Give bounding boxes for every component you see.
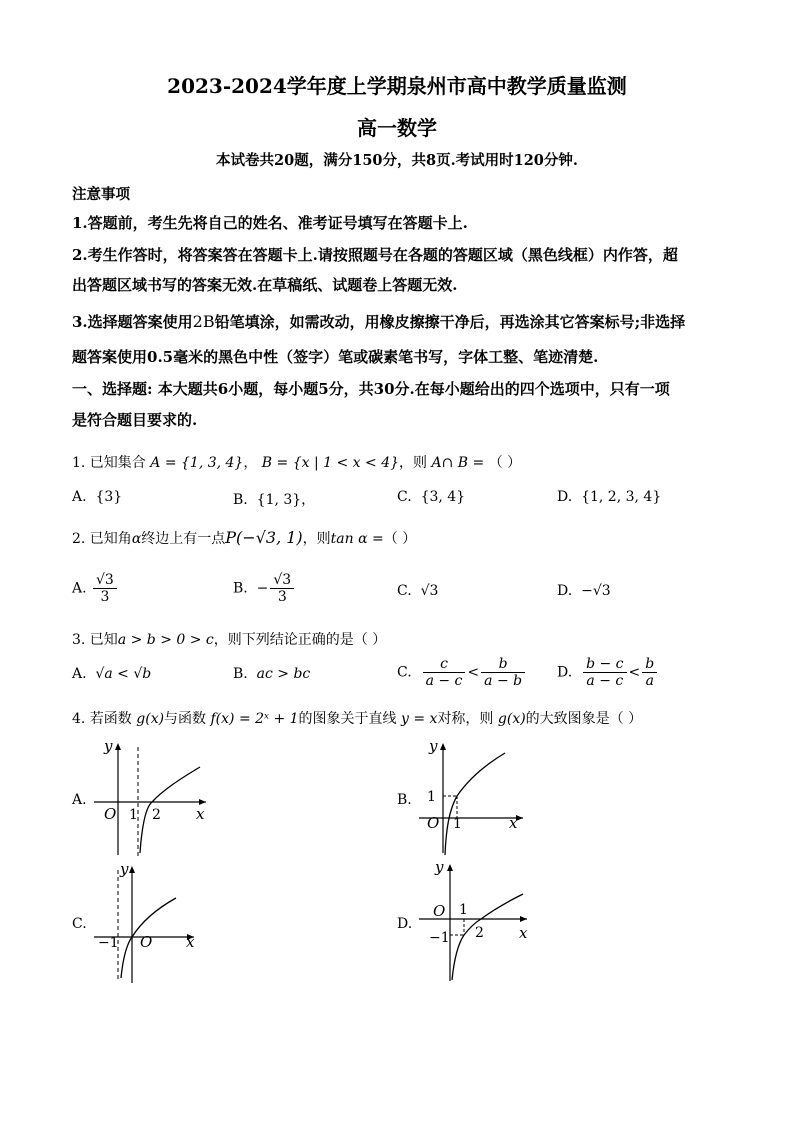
q3-option-a-label: A. (72, 666, 87, 682)
section-line-1: 一、选择题: 本大题共6小题，每小题5分，共30分.在每小题给出的四个选项中，只有一项 (72, 380, 670, 398)
graph-d-tick-y: −1 (429, 930, 450, 946)
graph-d-origin: O (433, 902, 446, 920)
q2-option-c-text: √3 (420, 583, 439, 599)
q4-pre: 4. 若函数 (72, 711, 132, 727)
graph-b-curve (445, 753, 505, 855)
q2-option-b-den: 3 (277, 589, 287, 605)
graph-a-label[interactable]: A. (72, 792, 87, 808)
graph-d-x-label: x (519, 924, 528, 942)
q1-blank: （ ） (488, 455, 522, 471)
q1-option-b-text: {1, 3}， (256, 492, 316, 508)
q4-post: 的大致图象是（ ） (525, 711, 643, 727)
q4-g: g(x) (136, 711, 165, 727)
graph-d-tick-1: 1 (459, 902, 468, 918)
q3-option-c-right-num: b (481, 656, 525, 673)
graph-c-tick-1: −1 (98, 935, 119, 951)
graph-b-origin: O (427, 814, 440, 832)
q3-option-a[interactable] (72, 666, 151, 682)
q4-mid1: 与函数 (164, 711, 207, 727)
graph-c-x-label: x (186, 933, 195, 951)
q2-option-d[interactable] (557, 583, 611, 599)
q1-option-d-text: {1, 2, 3, 4} (581, 489, 662, 505)
q2-option-d-label: D. (557, 583, 573, 599)
exam-title: 2023-2024学年度上学期泉州市高中教学质量监测 (167, 74, 627, 98)
graph-a-tick-1: 1 (129, 807, 138, 823)
note-2b: 出答题区域书写的答案无效.在草稿纸、试题卷上答题无效. (72, 276, 458, 294)
graph-b-tick-1: 1 (453, 816, 462, 832)
graph-c-label[interactable]: C. (72, 916, 87, 932)
q2-option-a[interactable] (72, 572, 119, 605)
note-3a-pre: 3.选择题答案使用 (72, 313, 193, 331)
graph-a-tick-2: 2 (152, 807, 161, 823)
question-1 (72, 452, 727, 472)
graph-c-y-arrow (129, 866, 135, 873)
note-3b: 题答案使用0.5毫米的黑色中性（签字）笔或碳素笔书写，字体工整、笔迹清楚. (72, 348, 599, 366)
q2-point: P(−√3, 1) (225, 528, 303, 547)
q4-f: f(x) = 2ˣ + 1 (210, 711, 299, 727)
q3-option-c-right (481, 656, 525, 689)
graph-b-x-label: x (509, 814, 518, 832)
q2-option-a-den: 3 (100, 589, 110, 605)
graph-d-x-arrow (520, 916, 527, 922)
graph-a-origin: O (104, 805, 117, 823)
q1-pre: 1. 已知集合 (72, 455, 146, 471)
q2-option-d-text: −√3 (581, 583, 611, 599)
q3-option-c-label: C. (397, 664, 412, 681)
q3-option-b[interactable] (233, 666, 310, 682)
graph-b-y-label: y (429, 737, 438, 755)
q1-option-c[interactable] (397, 489, 465, 505)
graph-b-y-arrow (440, 743, 446, 750)
graph-a[interactable] (88, 735, 218, 860)
q3-option-d[interactable] (557, 656, 659, 689)
q1-option-d-label: D. (557, 489, 573, 505)
q3-pre: 3. 已知 (72, 632, 118, 648)
q2-option-b-num: √3 (270, 572, 294, 589)
q1-set-a: A = {1, 3, 4} (150, 455, 244, 471)
q4-line: y = x (401, 711, 438, 727)
q1-expr: A∩ B = (431, 455, 485, 471)
note-3a-pencil: 2B (192, 312, 215, 331)
q3-option-d-right-den: a (645, 673, 654, 689)
q3-option-c-right-den: a − b (484, 673, 523, 689)
q3-cond: a > b > 0 > c (117, 632, 214, 648)
graph-a-curve (140, 767, 200, 853)
q1-option-b-label: B. (233, 492, 248, 508)
q2-option-a-num: √3 (93, 572, 117, 589)
q3-option-c-left-num: c (423, 656, 466, 673)
note-3a (72, 311, 727, 332)
q3-option-d-rel: < (628, 664, 641, 681)
q3-option-d-left (583, 656, 626, 689)
q3-option-a-text: √a < √b (95, 666, 152, 682)
q4-mid3: 对称，则 (437, 711, 494, 727)
q2-option-a-fraction (93, 572, 117, 605)
q2-post: ，则 (302, 531, 331, 547)
q1-option-b[interactable] (233, 489, 315, 509)
q1-option-c-text: {3, 4} (420, 489, 466, 505)
question-2 (72, 528, 727, 548)
q3-option-c-rel: < (467, 664, 480, 681)
note-2a: 2.考生作答时，将答案答在答题卡上.请按照题号在各题的答题区域（黑色线框）内作答，超 (72, 246, 678, 264)
graph-b-label[interactable]: B. (397, 792, 412, 808)
question-3 (72, 629, 727, 649)
graph-d-tick-2: 2 (475, 925, 484, 941)
q2-option-c-label: C. (397, 583, 412, 599)
graph-a-y-arrow (115, 743, 121, 750)
q1-option-a-label: A. (72, 489, 87, 505)
q2-option-a-label: A. (72, 580, 87, 597)
graph-d-label[interactable]: D. (397, 916, 413, 932)
q1-set-b: B = {x | 1 < x < 4} (261, 455, 400, 471)
q3-option-d-label: D. (557, 664, 573, 681)
q1-option-a[interactable] (72, 489, 122, 505)
graph-a-y-label: y (104, 737, 113, 755)
graph-d[interactable] (413, 856, 543, 986)
q3-option-c-left (423, 656, 466, 689)
graph-c[interactable] (88, 858, 218, 988)
q3-option-d-right-num: b (642, 656, 657, 673)
q3-option-b-label: B. (233, 666, 248, 682)
note-1: 1.答题前，考生先将自己的姓名、准考证号填写在答题卡上. (72, 214, 468, 232)
q1-option-a-text: {3} (95, 489, 123, 505)
q3-option-d-left-den: a − c (586, 673, 624, 689)
q2-blank: （ ） (383, 531, 417, 547)
q2-option-b-sign: − (256, 580, 269, 597)
exam-info: 本试卷共20题，满分150分，共8页.考试用时120分钟. (216, 152, 578, 169)
q2-expr: tan α = (330, 531, 384, 547)
q1-option-d[interactable] (557, 489, 661, 505)
note-3a-post: 铅笔填涂，如需改动，用橡皮擦擦干净后，再选涂其它答案标号;非选择 (214, 313, 686, 331)
graph-a-x-label: x (196, 805, 205, 823)
q3-post: ，则下列结论正确的是（ ） (213, 632, 387, 648)
q2-option-b[interactable] (233, 572, 296, 605)
q3-option-c-left-den: a − c (425, 673, 463, 689)
graph-d-y-arrow (447, 864, 453, 871)
q2-option-b-label: B. (233, 580, 248, 597)
graph-b[interactable] (413, 735, 543, 860)
q2-alpha: α (131, 531, 142, 547)
graph-d-y-label: y (435, 858, 444, 876)
q2-option-b-fraction (270, 572, 294, 605)
q1-comma: ， (243, 455, 258, 471)
graph-b-tick-y: 1 (427, 789, 436, 805)
exam-subject: 高一数学 (357, 116, 437, 140)
q3-option-d-left-num: b − c (583, 656, 626, 673)
q2-pre: 2. 已知角 (72, 531, 132, 547)
q3-option-d-right (642, 656, 657, 689)
notes-heading: 注意事项 (72, 186, 130, 203)
q1-post: ，则 (399, 455, 428, 471)
q3-option-c[interactable] (397, 656, 527, 689)
q1-option-c-label: C. (397, 489, 412, 505)
graph-c-y-label: y (120, 860, 129, 878)
q4-mid2: 的图象关于直线 (298, 711, 397, 727)
section-line-2: 是符合题目要求的. (72, 411, 198, 429)
q4-g2: g(x) (497, 711, 526, 727)
graph-c-origin: O (140, 933, 153, 951)
question-4 (72, 708, 727, 728)
q3-option-b-text: ac > bc (256, 666, 311, 682)
q2-option-c[interactable] (397, 583, 438, 599)
q2-mid: 终边上有一点 (141, 531, 226, 547)
